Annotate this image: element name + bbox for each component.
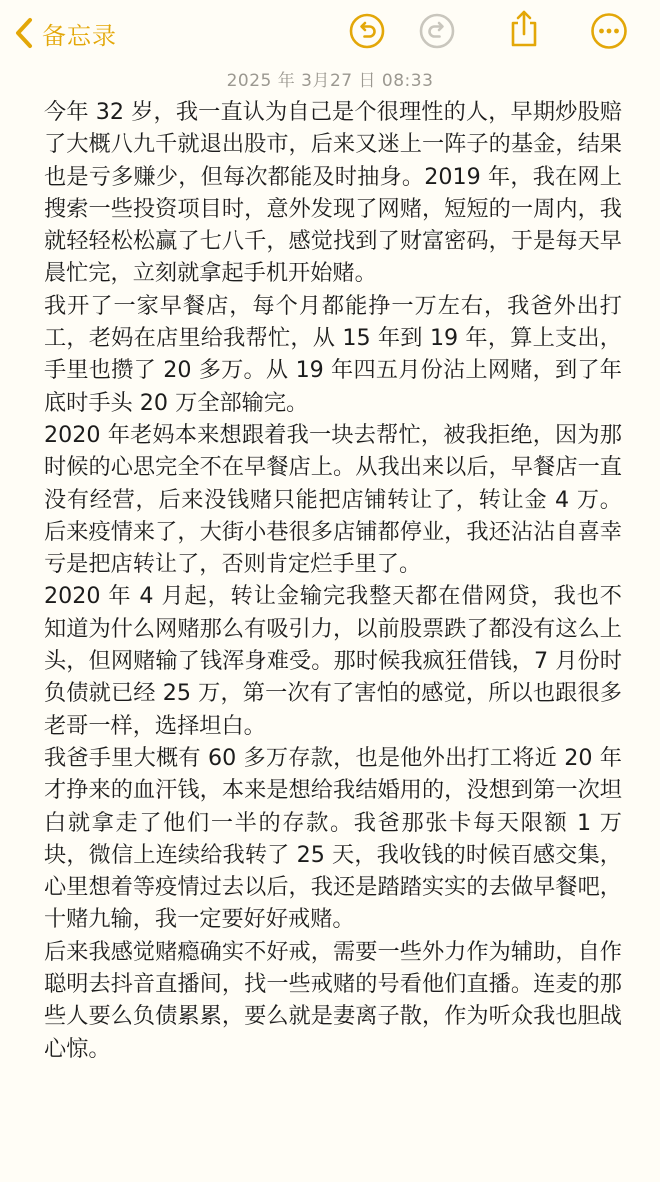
back-button[interactable] [14, 13, 117, 53]
note-paragraph: 后来我感觉赌瘾确实不好戒，需要一些外力作为辅助，自作聪明去抖音直播间，找一些戒赌的号看他们直播。连麦的那些人要么负债累累，要么就是妻离子散，作为听众我也胆战心惊。 [44, 938, 622, 1062]
note-paragraph: 2020 年 4 月起，转让金输完我整天都在借网贷，我也不知道为什么网赌那么有吸引力，以前股票跌了都没有这么上头，但网赌输了钱浑身难受。那时候我疯狂借钱，7 月份时负债就已经 25 万，第一次有了害怕的感觉，所以也跟很多老哥一样，选择坦白。 [44, 583, 622, 739]
undo-icon [349, 13, 385, 53]
undo-button[interactable] [348, 14, 386, 52]
note-paragraph: 我开了一家早餐店，每个月都能挣一万左右，我爸外出打工，老妈在店里给我帮忙，从 15 年到 19 年，算上支出，手里也攒了 20 多万。从 19 年四五月份沾上网赌，到了年底时手头 20 万全部输完。 [44, 292, 622, 416]
redo-button[interactable] [418, 14, 456, 52]
more-button[interactable] [590, 14, 628, 52]
share-button[interactable] [505, 12, 543, 50]
note-timestamp: 2025 年 3月27 日 08:33 [226, 71, 434, 91]
note-paragraph: 今年 32 岁，我一直认为自己是个很理性的人，早期炒股赔了大概八九千就退出股市，后来又迷上一阵子的基金，结果也是亏多赚少，但每次都能及时抽身。2019 年，我在网上搜索一些投资项目时，意外发现了网赌，短短的一周内，我就轻轻松松赢了七八千，感觉找到了财富密码，于是每天早晨忙完，立刻就拿起手机开始赌。 [44, 99, 622, 287]
navigation-bar [0, 0, 660, 64]
share-icon [507, 9, 541, 53]
note-paragraph: 我爸手里大概有 60 多万存款，也是他外出打工将近 20 年才挣来的血汗钱，本来是想给我结婚用的，没想到第一次坦白就拿走了他们一半的存款。我爸那张卡每天限额 1 万块，微信上连续给我转了 25 天，我收钱的时候百感交集，心里想着等疫情过去以后，我还是踏踏实实的去做早餐吧，十赌九输，我一定要好好戒赌。 [44, 744, 622, 933]
back-button-label: 备忘录 [42, 21, 117, 50]
chevron-left-icon [14, 17, 34, 49]
note-body[interactable] [44, 96, 622, 1065]
more-icon [590, 12, 628, 54]
redo-icon [419, 13, 455, 53]
note-paragraph: 2020 年老妈本来想跟着我一块去帮忙，被我拒绝，因为那时候的心思完全不在早餐店上。从我出来以后，早餐店一直没有经营，后来没钱赌只能把店铺转让了，转让金 4 万。后来疫情来了，大街小巷很多店铺都停业，我还沾沾自喜幸亏是把店转让了，否则肯定烂手里了。 [44, 421, 622, 578]
